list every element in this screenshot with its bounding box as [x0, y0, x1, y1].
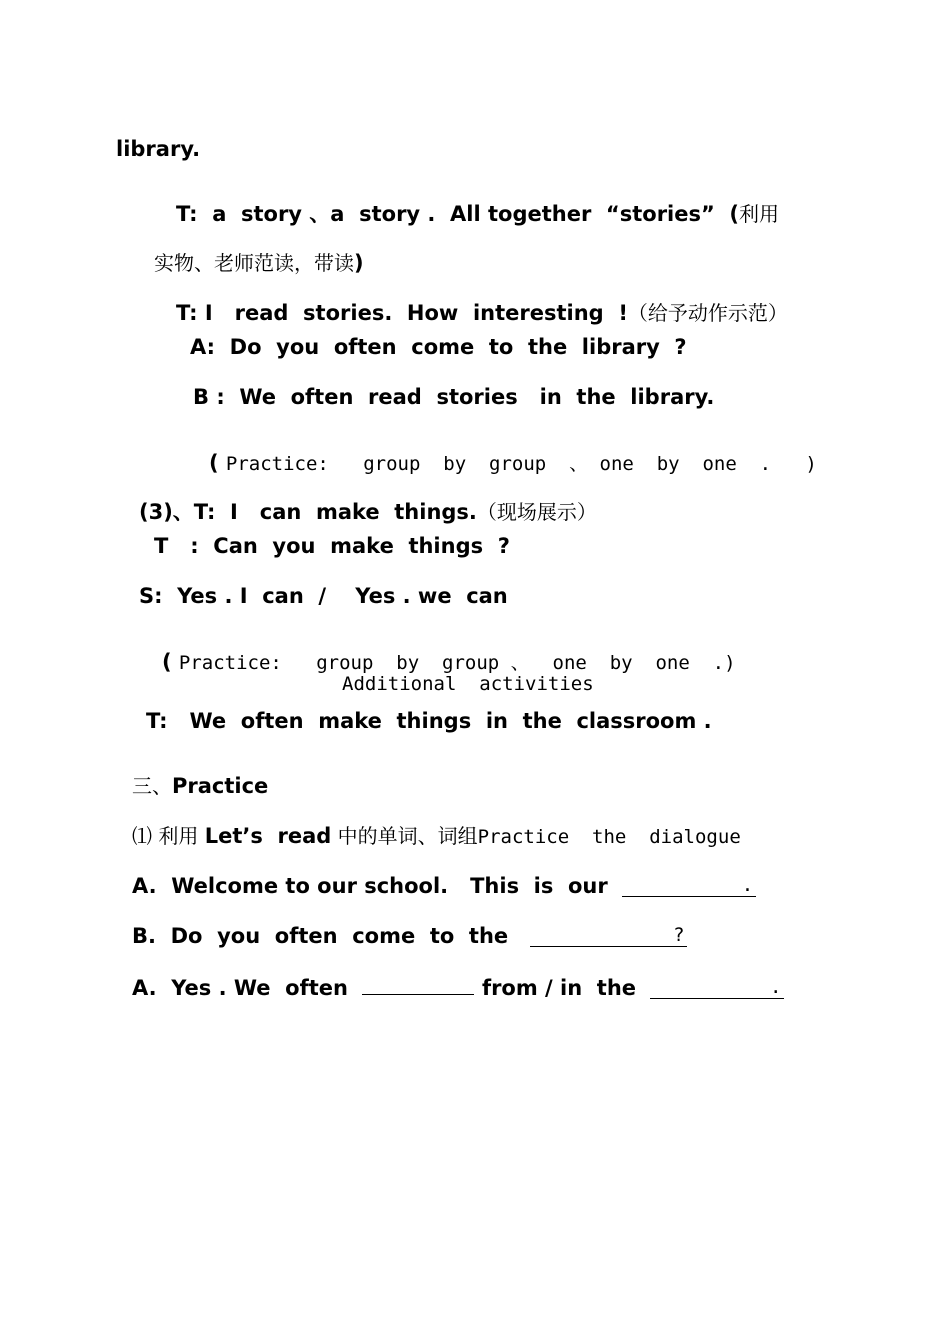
- fill-blank-4[interactable]: [650, 976, 784, 999]
- text-line-library: library.: [116, 137, 201, 161]
- section-number: 三、: [132, 774, 172, 798]
- practice-text-2: Practice: group by group 、 one by one .): [178, 652, 736, 674]
- text-line-make-things: [123, 486, 597, 539]
- blank-2-question: ?: [673, 924, 685, 946]
- blank-1-period: .: [741, 874, 754, 896]
- story-note-close: ): [354, 251, 364, 275]
- story-note-cont: 实物、老师范读，带读: [154, 251, 354, 275]
- text-line-read-stories: [160, 287, 788, 340]
- exercise-a2-text: A. Yes . We often: [132, 976, 348, 1000]
- fill-blank-2[interactable]: [530, 924, 687, 947]
- fill-blank-3[interactable]: [362, 976, 474, 995]
- practice-paren: (: [209, 451, 226, 475]
- fill-blank-1[interactable]: [622, 874, 756, 897]
- exercise-line-a2: [116, 960, 784, 1015]
- read-stories-note: （给予动作示范）: [627, 301, 788, 325]
- text-line-story: [160, 188, 779, 241]
- text-line-additional: Additional activities: [342, 673, 594, 695]
- section-title: Practice: [172, 774, 269, 798]
- exercise-a1-text: A. Welcome to our school. This is our: [132, 874, 608, 898]
- exercise-a2-from: from / in the: [481, 976, 637, 1000]
- story-note: 利用: [739, 202, 780, 226]
- text-line-story-note: [138, 237, 364, 290]
- make-things-text: (3)、T: I can make things.: [139, 500, 477, 524]
- text-line-practice-1: [193, 437, 817, 490]
- practice-paren-2: (: [162, 650, 179, 674]
- text-line-can-you: T : Can you make things ?: [154, 534, 510, 558]
- exercise-line-b: [116, 910, 687, 963]
- text-line-instruction: [116, 810, 741, 863]
- text-line-classroom: T: We often make things in the classroom .: [146, 709, 712, 733]
- story-text: T: a story 、a story . All together “stories” (: [176, 202, 740, 226]
- read-stories-text: T: I read stories. How interesting !: [176, 301, 628, 325]
- exercise-line-a1: [116, 860, 756, 913]
- practice-text: Practice: group by group 、 one by one . ): [225, 453, 817, 475]
- blank-4-period: .: [770, 976, 782, 998]
- exercise-b-text: B. Do you often come to the: [132, 924, 509, 948]
- text-line-dialogue-b: B : We often read stories in the library.: [193, 385, 715, 409]
- make-things-note: （现场展示）: [476, 500, 597, 524]
- section-heading-practice: [116, 760, 268, 813]
- text-line-yes-i-can: S: Yes . I can / Yes . we can: [139, 584, 508, 608]
- instruction-lets-read: Let’s read: [204, 824, 332, 848]
- instruction-cjk-1: ⑴ 利用: [132, 824, 205, 848]
- instruction-cjk-2: 中的单词、词组: [331, 824, 478, 848]
- text-line-dialogue-a: A: Do you often come to the library ?: [190, 335, 687, 359]
- instruction-practice: Practice the dialogue: [477, 826, 741, 848]
